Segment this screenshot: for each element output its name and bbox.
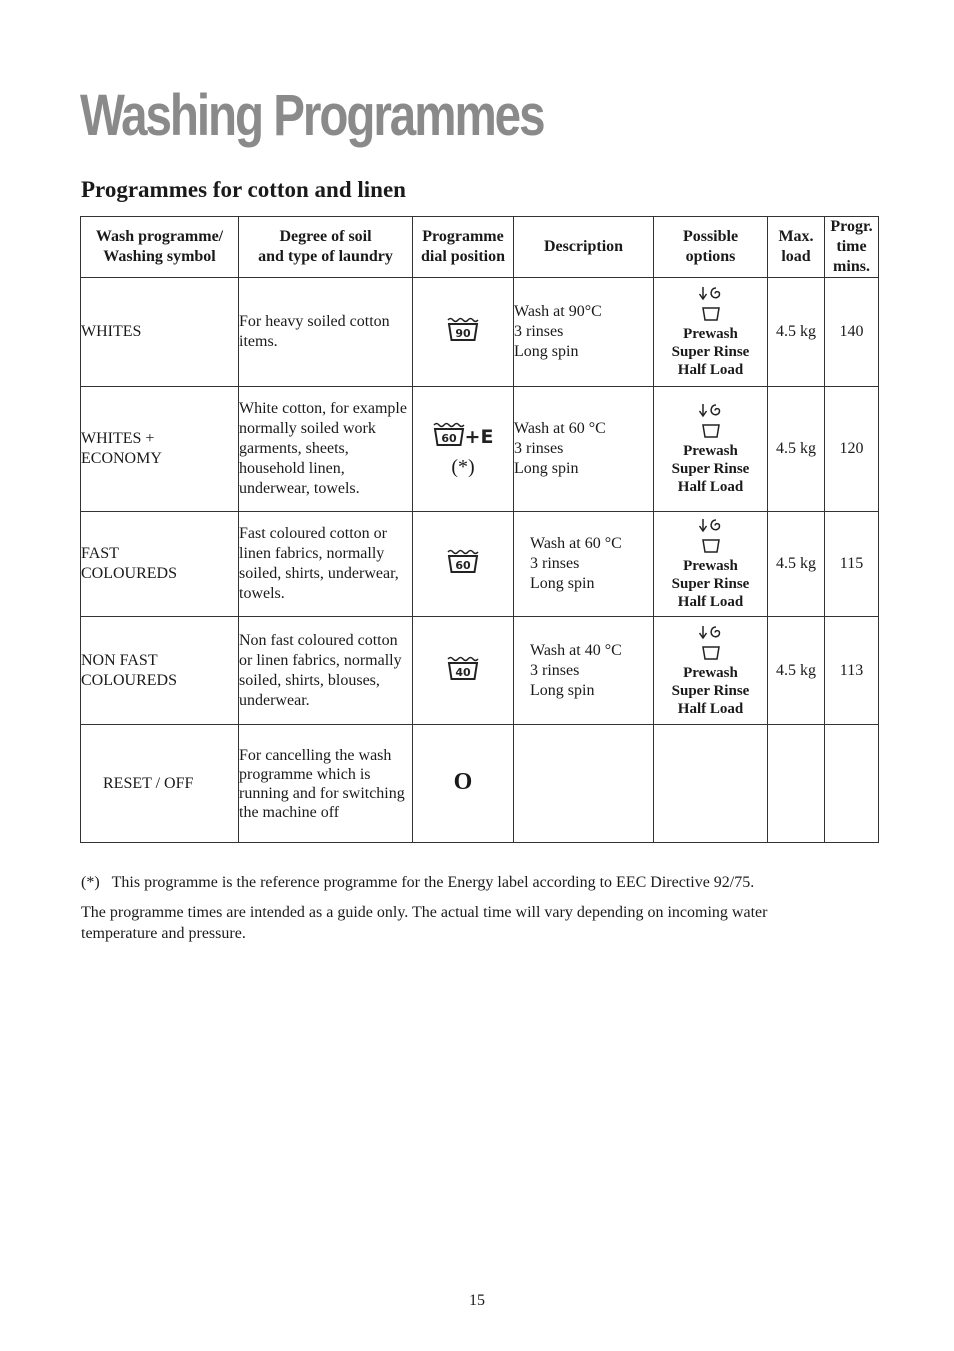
max-load: [768, 725, 825, 843]
header-description: Description: [514, 217, 654, 278]
header-text: mins.: [833, 258, 870, 275]
dial-position: [413, 725, 514, 843]
header-text: Possible: [682, 228, 739, 245]
page-number: 15: [469, 1292, 485, 1309]
programme-name-text: RESET / OFF: [103, 774, 194, 792]
table-row: [81, 725, 879, 843]
header-text: and type of laundry: [258, 248, 393, 265]
wash-temperature: 60: [441, 432, 457, 445]
off-position-symbol: O: [453, 769, 473, 795]
prewash-rinse-halfload-icons: [697, 285, 725, 323]
wash-tub-icon: [446, 316, 480, 342]
option-super-rinse: Super Rinse: [671, 576, 750, 592]
programme-name: [81, 512, 239, 617]
description-line: Long spin: [514, 460, 579, 477]
footnote-text: This programme is the reference programme for the Energy label according to EEC Directive 92/75.: [111, 874, 755, 891]
option-half-load: Half Load: [677, 362, 744, 378]
wash-description: [514, 512, 654, 617]
soil-description: For heavy soiled cotton items.: [239, 278, 413, 387]
programme-time: 140: [825, 278, 879, 387]
option-half-load: Half Load: [677, 594, 744, 610]
dial-position: [413, 278, 514, 387]
description-line: Wash at 90°C: [514, 303, 602, 320]
dial-position: [413, 512, 514, 617]
programme-name-text: COLOUREDS: [81, 565, 178, 582]
programme-time: [825, 725, 879, 843]
header-text: Progr.: [830, 218, 873, 235]
wash-temperature: 90: [455, 327, 471, 340]
max-load: 4.5 kg: [768, 617, 825, 725]
programme-name: [81, 725, 239, 843]
description-line: Wash at 60 °C: [530, 535, 622, 552]
possible-options: [654, 512, 768, 617]
option-half-load: Half Load: [677, 479, 744, 495]
possible-options: [654, 278, 768, 387]
option-super-rinse: Super Rinse: [671, 682, 750, 699]
reference-marker: (*): [451, 456, 475, 478]
wash-temperature: 40: [455, 665, 471, 679]
option-prewash: Prewash: [683, 664, 738, 681]
page-title: Washing Programmes: [80, 83, 544, 148]
dial-position: [413, 617, 514, 725]
footnote: [81, 872, 881, 893]
possible-options: [654, 617, 768, 725]
soil-description: For cancelling the wash programme which is running and for switching the machine off: [239, 725, 413, 843]
table-row: [81, 387, 879, 512]
header-dial: [413, 217, 514, 278]
programme-time: 115: [825, 512, 879, 617]
wash-description: [514, 278, 654, 387]
max-load: 4.5 kg: [768, 278, 825, 387]
header-programme: [81, 217, 239, 278]
prewash-rinse-halfload-icons: [697, 402, 725, 440]
possible-options: [654, 387, 768, 512]
header-text: Programme: [422, 228, 504, 245]
header-text: dial position: [420, 248, 506, 265]
header-time: [825, 217, 879, 278]
header-text: Degree of soil: [279, 228, 372, 245]
description-line: Wash at 40 °C: [530, 641, 622, 659]
programme-time: 120: [825, 387, 879, 512]
description-line: Long spin: [530, 575, 595, 592]
programme-name: [81, 617, 239, 725]
timing-note: The programme times are intended as a guide only. The actual time will vary depending on incoming water temperature and pressure.: [81, 904, 768, 942]
option-super-rinse: Super Rinse: [671, 461, 750, 477]
table-row: [81, 278, 879, 387]
description-line: Wash at 60 °C: [514, 420, 606, 437]
description-line: 3 rinses: [514, 323, 564, 340]
soil-description: Non fast coloured cotton or linen fabrics, normally soiled, shirts, blouses, underwear.: [239, 617, 413, 725]
header-soil: [239, 217, 413, 278]
programme-name: [81, 387, 239, 512]
wash-description: [514, 725, 654, 843]
programmes-table: [80, 216, 879, 843]
wash-description: [514, 387, 654, 512]
header-text: Washing symbol: [103, 248, 216, 265]
programme-name-text: WHITES: [81, 323, 142, 340]
option-super-rinse: Super Rinse: [671, 344, 750, 360]
soil-description: Fast coloured cotton or linen fabrics, normally soiled, shirts, underwear, towels.: [239, 512, 413, 617]
max-load: 4.5 kg: [768, 512, 825, 617]
footnote-marker: (*): [81, 874, 100, 891]
possible-options: [654, 725, 768, 843]
header-text: time: [836, 238, 867, 255]
header-text: Wash programme/: [95, 228, 224, 245]
programme-name-text: ECONOMY: [81, 450, 162, 467]
programme-name-text: FAST: [81, 545, 119, 562]
table-row: [81, 617, 879, 725]
programme-name: [81, 278, 239, 387]
wash-tub-economy-icon: [432, 421, 494, 447]
prewash-rinse-halfload-icons: [697, 624, 725, 662]
wash-description: [514, 617, 654, 725]
option-prewash: Prewash: [683, 326, 738, 342]
header-row: [81, 217, 879, 278]
option-half-load: Half Load: [677, 700, 744, 717]
option-prewash: Prewash: [683, 443, 738, 459]
economy-marker: +E: [464, 426, 494, 447]
header-text: Max.: [778, 228, 814, 245]
programme-name-text: WHITES +: [81, 430, 155, 447]
dial-position: [413, 387, 514, 512]
description-line: Long spin: [530, 681, 595, 699]
wash-tub-icon: [446, 655, 480, 681]
description-line: Long spin: [514, 343, 579, 360]
header-load: [768, 217, 825, 278]
wash-tub-icon: [446, 548, 480, 574]
prewash-rinse-halfload-icons: [697, 517, 725, 555]
soil-description: White cotton, for example normally soiled work garments, sheets, household linen, underwear, towels.: [239, 387, 413, 512]
programme-time: 113: [825, 617, 879, 725]
header-text: options: [685, 248, 736, 265]
description-line: 3 rinses: [530, 661, 580, 679]
description-line: 3 rinses: [530, 555, 580, 572]
header-options: [654, 217, 768, 278]
max-load: 4.5 kg: [768, 387, 825, 512]
option-prewash: Prewash: [683, 558, 738, 574]
programme-name-text: COLOUREDS: [81, 671, 178, 689]
programme-name-text: NON FAST: [81, 651, 158, 669]
wash-temperature: 60: [455, 559, 471, 572]
section-title: Programmes for cotton and linen: [81, 177, 406, 202]
header-text: load: [781, 248, 811, 265]
description-line: 3 rinses: [514, 440, 564, 457]
table-row: [81, 512, 879, 617]
